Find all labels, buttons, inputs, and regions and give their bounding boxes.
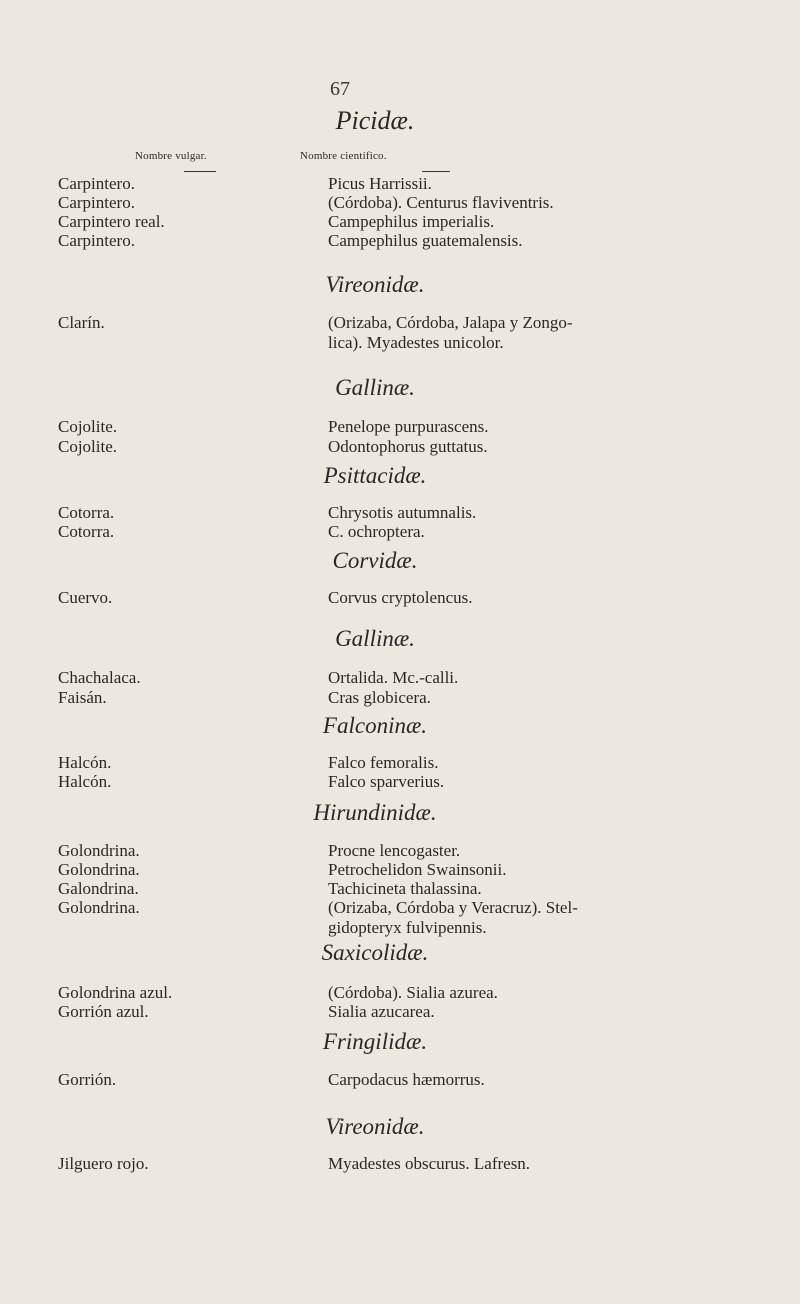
scientific-name: (Orizaba, Córdoba, Jalapa y Zongo- [328, 313, 573, 332]
common-name: Golondrina. [58, 898, 140, 917]
scientific-name: Penelope purpurascens. [328, 417, 489, 436]
common-name: Chachalaca. [58, 668, 141, 687]
family-heading: Fringilidæ. [322, 1029, 428, 1054]
scientific-name: (Orizaba, Córdoba y Veracruz). Stel- [328, 898, 578, 917]
common-name: Carpintero. [58, 174, 135, 193]
common-name: Cotorra. [58, 522, 115, 541]
common-name: Halcón. [58, 772, 112, 791]
scientific-name: Myadestes obscurus. Lafresn. [328, 1154, 531, 1173]
common-name: Faisán. [58, 688, 107, 707]
scientific-name: Odontophorus guttatus. [328, 437, 488, 456]
family-heading: Vireonidæ. [325, 1114, 425, 1139]
family-heading: Corvidæ. [332, 548, 418, 573]
page-number: 67 [330, 78, 350, 100]
family-heading: Picidæ. [335, 106, 415, 135]
scientific-name: gidopteryx fulvipennis. [328, 918, 487, 937]
column-header-scientific-rule [422, 171, 450, 172]
common-name: Carpintero real. [58, 212, 165, 231]
common-name: Golondrina. [58, 860, 140, 879]
scientific-name: Corvus cryptolencus. [328, 588, 473, 607]
common-name: Carpintero. [58, 193, 135, 212]
family-heading: Gallinæ. [335, 626, 415, 651]
scientific-name: Cras globicera. [328, 688, 431, 707]
family-heading: Saxicolidæ. [321, 940, 429, 965]
common-name: Gorrión. [58, 1070, 117, 1089]
scientific-name: Carpodacus hæmorrus. [328, 1070, 485, 1089]
common-name: Halcón. [58, 753, 112, 772]
family-heading: Hirundinidæ. [313, 800, 437, 825]
family-heading: Vireonidæ. [325, 272, 425, 297]
scientific-name: Petrochelidon Swainsonii. [328, 860, 507, 879]
common-name: Golondrina. [58, 841, 140, 860]
common-name: Galondrina. [58, 879, 139, 898]
common-name: Jilguero rojo. [58, 1154, 149, 1173]
scientific-name: Falco sparverius. [328, 772, 445, 791]
scientific-name: C. ochroptera. [328, 522, 425, 541]
column-header-scientific: Nombre científico. [300, 150, 387, 162]
family-heading: Falconinæ. [322, 713, 428, 738]
column-header-vulgar: Nombre vulgar. [135, 150, 207, 162]
family-heading: Gallinæ. [335, 375, 415, 400]
family-heading: Psittacidæ. [323, 463, 427, 488]
column-header-vulgar-rule [184, 171, 216, 172]
scientific-name: Campephilus guatemalensis. [328, 231, 523, 250]
scientific-name: Picus Harrissii. [328, 174, 432, 193]
common-name: Cojolite. [58, 417, 118, 436]
scientific-name: lica). Myadestes unicolor. [328, 333, 504, 352]
scientific-name: Campephilus imperialis. [328, 212, 495, 231]
scientific-name: (Córdoba). Sialia azurea. [328, 983, 498, 1002]
common-name: Gorrión azul. [58, 1002, 149, 1021]
common-name: Clarín. [58, 313, 105, 332]
scientific-name: Falco femoralis. [328, 753, 439, 772]
scientific-name: (Córdoba). Centurus flaviventris. [328, 193, 554, 212]
scientific-name: Procne lencogaster. [328, 841, 461, 860]
scientific-name: Ortalida. Mc.-calli. [328, 668, 459, 687]
scientific-name: Chrysotis autumnalis. [328, 503, 477, 522]
scientific-name: Tachicineta thalassina. [328, 879, 482, 898]
common-name: Cuervo. [58, 588, 113, 607]
common-name: Carpintero. [58, 231, 135, 250]
common-name: Cojolite. [58, 437, 118, 456]
scientific-name: Sialia azucarea. [328, 1002, 435, 1021]
common-name: Cotorra. [58, 503, 115, 522]
common-name: Golondrina azul. [58, 983, 173, 1002]
